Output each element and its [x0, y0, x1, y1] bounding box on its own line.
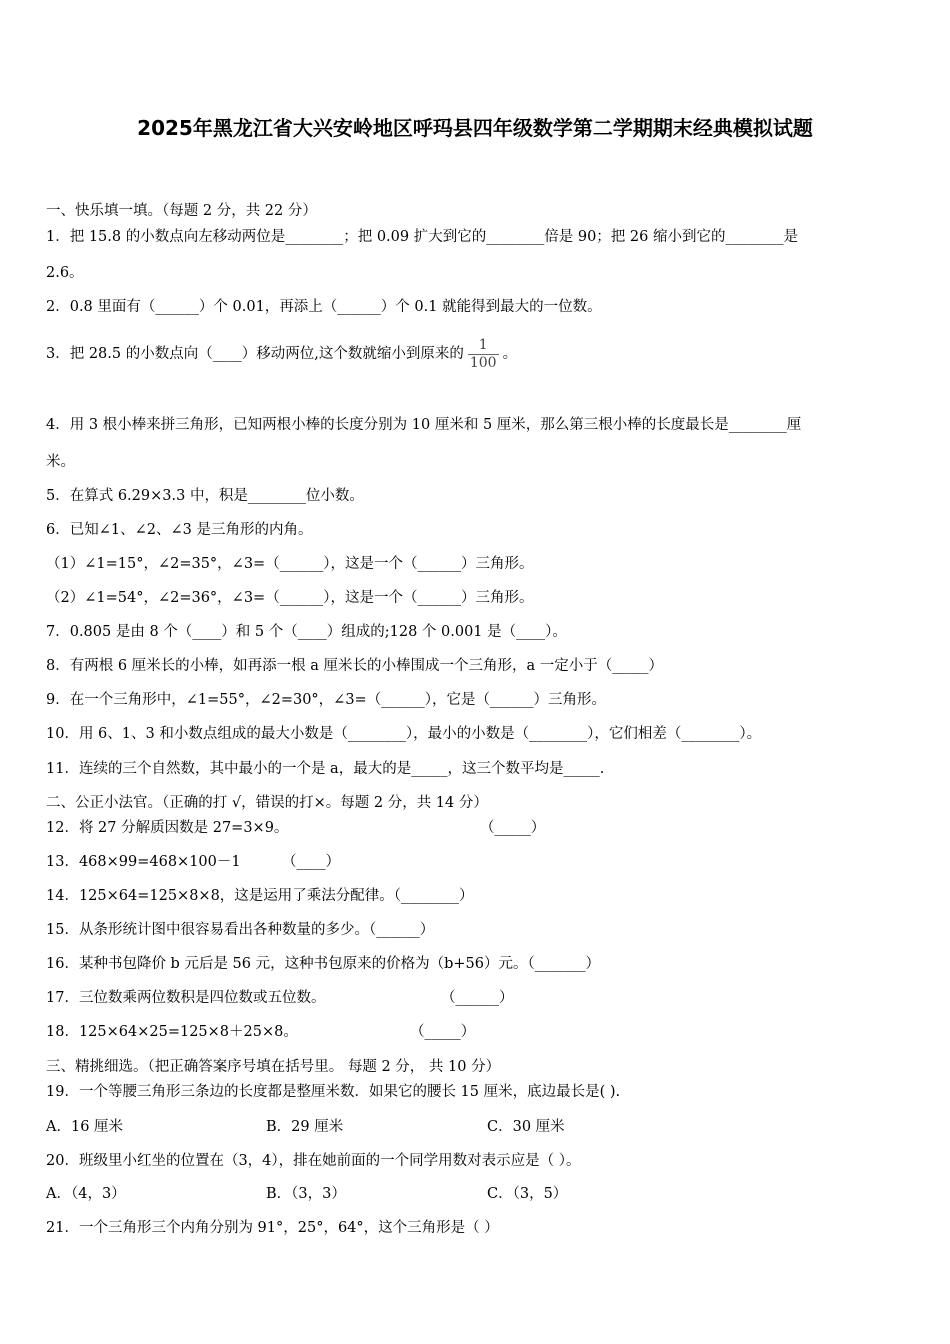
question-18-answer-blank: （_____） — [410, 1024, 476, 1040]
fraction-numerator: 1 — [478, 336, 488, 353]
question-4-line-1: 4．用 3 根小棒来拼三角形，已知两根小棒的长度分别为 10 厘米和 5 厘米，那么第三根小棒的长度最长是________厘 — [46, 417, 802, 433]
question-12 — [46, 818, 910, 838]
question-13-answer-blank: （____） — [282, 854, 340, 870]
question-14: 14．125×64=125×8×8，这是运用了乘法分配律。（________） — [46, 888, 474, 904]
question-3-text: 3．把 28.5 的小数点向（____）移动两位,这个数就缩小到原来的 — [46, 346, 464, 362]
question-13-text: 13．468×99=468×100－1 — [46, 854, 241, 870]
question-19-option-c: C．30 厘米 — [487, 1119, 565, 1135]
question-6-part-2: （2）∠1=54°，∠2=36°，∠3=（______），这是一个（______）三角形。 — [46, 590, 534, 606]
fraction-denominator: 100 — [469, 354, 497, 371]
question-5: 5．在算式 6.29×3.3 中，积是________位小数。 — [46, 488, 364, 504]
question-3 — [46, 334, 910, 374]
question-21: 21．一个三角形三个内角分别为 91°，25°，64°，这个三角形是（ ） — [46, 1220, 499, 1236]
section-heading-3: 三、精挑细选。（把正确答案序号填在括号里。 每题 2 分， 共 10 分） — [46, 1059, 501, 1075]
question-1-line-2: 2.6。 — [46, 265, 84, 281]
question-15: 15．从条形统计图中很容易看出各种数量的多少。（______） — [46, 922, 435, 938]
question-10: 10．用 6、1、3 和小数点组成的最大小数是（________），最小的小数是（________），它们相差（________）。 — [46, 726, 762, 742]
question-19: 19．一个等腰三角形三条边的长度都是整厘米数．如果它的腰长 15 厘米，底边最长是( ). — [46, 1084, 621, 1100]
question-20-option-a: A．（4，3） — [46, 1186, 126, 1202]
question-16: 16．某种书包降价 b 元后是 56 元，这种书包原来的价格为（b+56）元。（_______） — [46, 956, 600, 972]
question-8: 8．有两根 6 厘米长的小棒，如再添一根 a 厘米长的小棒围成一个三角形，a 一定小于（_____） — [46, 658, 664, 674]
question-11: 11．连续的三个自然数，其中最小的一个是 a，最大的是_____，这三个数平均是_____. — [46, 761, 605, 777]
question-20-option-b: B．（3，3） — [266, 1186, 346, 1202]
question-6: 6．已知∠1、∠2、∠3 是三角形的内角。 — [46, 522, 313, 538]
page-title: 2025年黑龙江省大兴安岭地区呼玛县四年级数学第二学期期末经典模拟试题 — [137, 116, 813, 140]
question-17-text: 17．三位数乘两位数积是四位数或五位数。 — [46, 990, 326, 1006]
question-20-option-c: C．（3，5） — [487, 1186, 568, 1202]
question-17-answer-blank: （______） — [441, 990, 514, 1006]
question-20: 20．班级里小红坐的位置在（3，4），排在她前面的一个同学用数对表示应是（ ）。 — [46, 1153, 581, 1169]
question-18-text: 18．125×64×25=125×8＋25×8。 — [46, 1024, 298, 1040]
question-18 — [46, 1022, 910, 1042]
fraction-one-hundredth — [468, 337, 499, 372]
question-9: 9．在一个三角形中，∠1=55°，∠2=30°，∠3=（______），它是（______）三角形。 — [46, 692, 606, 708]
question-12-text: 12．将 27 分解质因数是 27=3×9。 — [46, 820, 289, 836]
question-4-line-2: 米。 — [46, 454, 75, 470]
question-7: 7．0.805 是由 8 个（____）和 5 个（____）组成的;128 个 0.001 是（____）。 — [46, 624, 567, 640]
question-19-option-a: A．16 厘米 — [46, 1119, 124, 1135]
question-17 — [46, 988, 910, 1008]
question-3-end: 。 — [502, 346, 518, 362]
section-heading-1: 一、快乐填一填。（每题 2 分，共 22 分） — [46, 203, 317, 219]
section-heading-2: 二、公正小法官。（正确的打 √，错误的打×。每题 2 分，共 14 分） — [46, 795, 488, 811]
question-19-option-b: B．29 厘米 — [266, 1119, 344, 1135]
question-13 — [46, 852, 910, 872]
question-2: 2．0.8 里面有（______）个 0.01，再添上（______）个 0.1 就能得到最大的一位数。 — [46, 299, 602, 315]
question-1-line-1: 1．把 15.8 的小数点向左移动两位是________；把 0.09 扩大到它的________倍是 90；把 26 缩小到它的________是 — [46, 229, 798, 245]
question-12-answer-blank: （_____） — [480, 820, 546, 836]
question-6-part-1: （1）∠1=15°，∠2=35°，∠3=（______），这是一个（______）三角形。 — [46, 556, 534, 572]
